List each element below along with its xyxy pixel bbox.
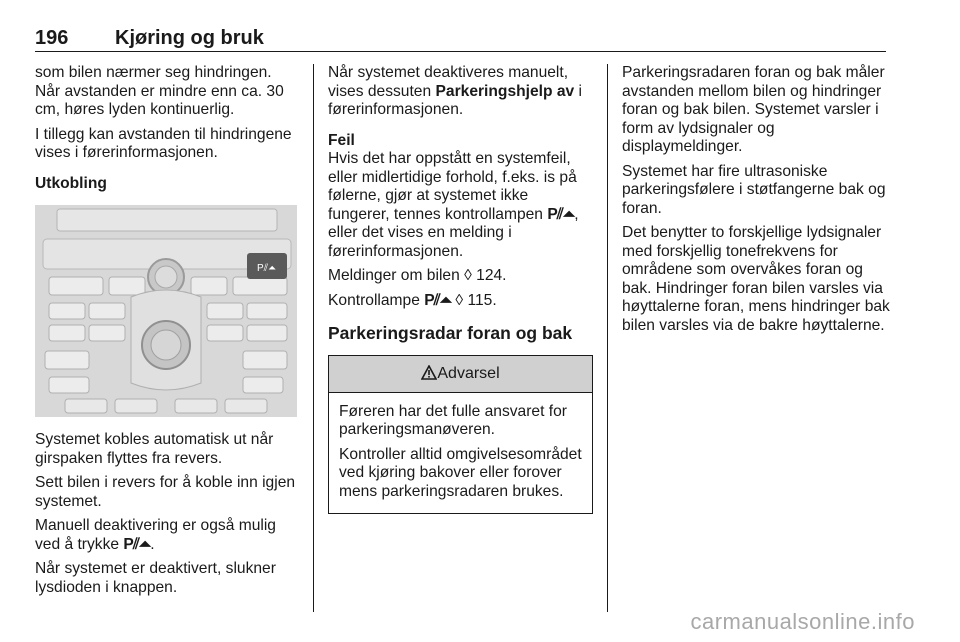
paragraph: Systemet har fire ultrasoniske parkeringsfølere i støtfangerne bak og foran.	[622, 162, 886, 217]
paragraph	[35, 517, 300, 554]
paragraph: Systemet kobles automatisk ut når girspaken flyttes fra revers.	[35, 431, 274, 467]
paragraph	[328, 267, 593, 286]
warning-header	[329, 356, 592, 393]
paragraph: Føreren har det fulle ansvaret for parkeringsmanøveren.	[339, 402, 567, 438]
page-number: 196	[35, 27, 69, 49]
park-assist-symbol-icon: P⫽⏶	[547, 205, 575, 223]
warning-body	[329, 393, 592, 514]
paragraph	[328, 292, 593, 311]
section-title: Parkeringsradar foran og bak	[328, 323, 573, 343]
page-reference-icon: ◊	[455, 291, 464, 309]
watermark: carmanualsonline.info	[690, 609, 915, 634]
paragraph: Det benytter to forskjellige lydsignaler med forskjellig tonefrekvens for områdene som overvåkes foran og bak. Hindringer foran bilen varsles via høyttalerne foran, mens hindringer bak bilen varsles via de bakre høyttalerne.	[622, 224, 890, 334]
page-reference-link[interactable]: 115.	[467, 291, 497, 309]
center-console-panel-illustration-icon	[35, 205, 297, 417]
text-fragment: , eller det vises en melding i førerinformasjonen.	[328, 205, 579, 260]
paragraph: Når systemet er deaktivert, slukner lysdioden i knappen.	[35, 560, 276, 596]
column-divider	[607, 64, 608, 612]
park-assist-symbol-icon: P⫽⏶	[123, 535, 151, 553]
page-reference-icon: ◊	[464, 267, 472, 284]
paragraph	[328, 64, 593, 120]
menu-text-parkeringshjelp-av: Parkeringshjelp av	[435, 82, 575, 100]
paragraph: Sett bilen i revers for å koble inn igjen systemet.	[35, 474, 296, 510]
text-fragment: Hvis det har oppstått en systemfeil, eller midlertidige forhold, f.eks. is på følerne, gjør at systemet ikke fungerer, tennes kontrollampen	[328, 150, 577, 223]
chapter-title: Kjøring og bruk	[115, 27, 264, 49]
paragraph: Parkeringsradaren foran og bak måler avstanden mellom bilen og hindringer foran og bak bilen. Systemet varsler i form av lydsignaler og displaymeldinger.	[622, 64, 885, 155]
console-figure	[35, 205, 297, 417]
paragraph: Kontroller alltid omgivelsesområdet ved kjøring bakover eller forover mens parkeringsradaren brukes.	[339, 445, 582, 500]
paragraph: I tillegg kan avstanden til hindringene vises i førerinformasjonen.	[35, 125, 292, 161]
paragraph: som bilen nærmer seg hindringen. Når avstanden er mindre enn ca. 30 cm, høres lyden kontinuerlig.	[35, 64, 284, 118]
text-fragment: Når systemet deaktiveres manuelt, vises dessuten	[328, 64, 569, 100]
text-fragment: Meldinger om bilen	[328, 267, 460, 284]
park-assist-button-label: P⫽⏶	[257, 263, 277, 274]
column-divider	[313, 64, 314, 612]
column-right	[622, 64, 890, 341]
text-fragment: i førerinformasjonen.	[328, 82, 582, 118]
column-middle	[328, 64, 593, 514]
text-fragment: Kontrollampe	[328, 291, 420, 309]
subheading-utkobling: Utkobling	[35, 174, 107, 192]
text-fragment: Manuell deaktivering er også mulig ved å trykke	[35, 517, 276, 553]
subheading-feil: Feil	[328, 131, 355, 149]
park-assist-symbol-icon: P⫽⏶	[424, 291, 452, 309]
paragraph	[328, 150, 593, 261]
column-left	[35, 64, 300, 603]
page-reference-link[interactable]: 124.	[476, 267, 507, 284]
warning-triangle-icon	[421, 365, 437, 380]
text-fragment: .	[150, 535, 155, 553]
warning-title: Advarsel	[437, 364, 500, 382]
page-header	[35, 27, 886, 52]
warning-box	[328, 355, 593, 515]
